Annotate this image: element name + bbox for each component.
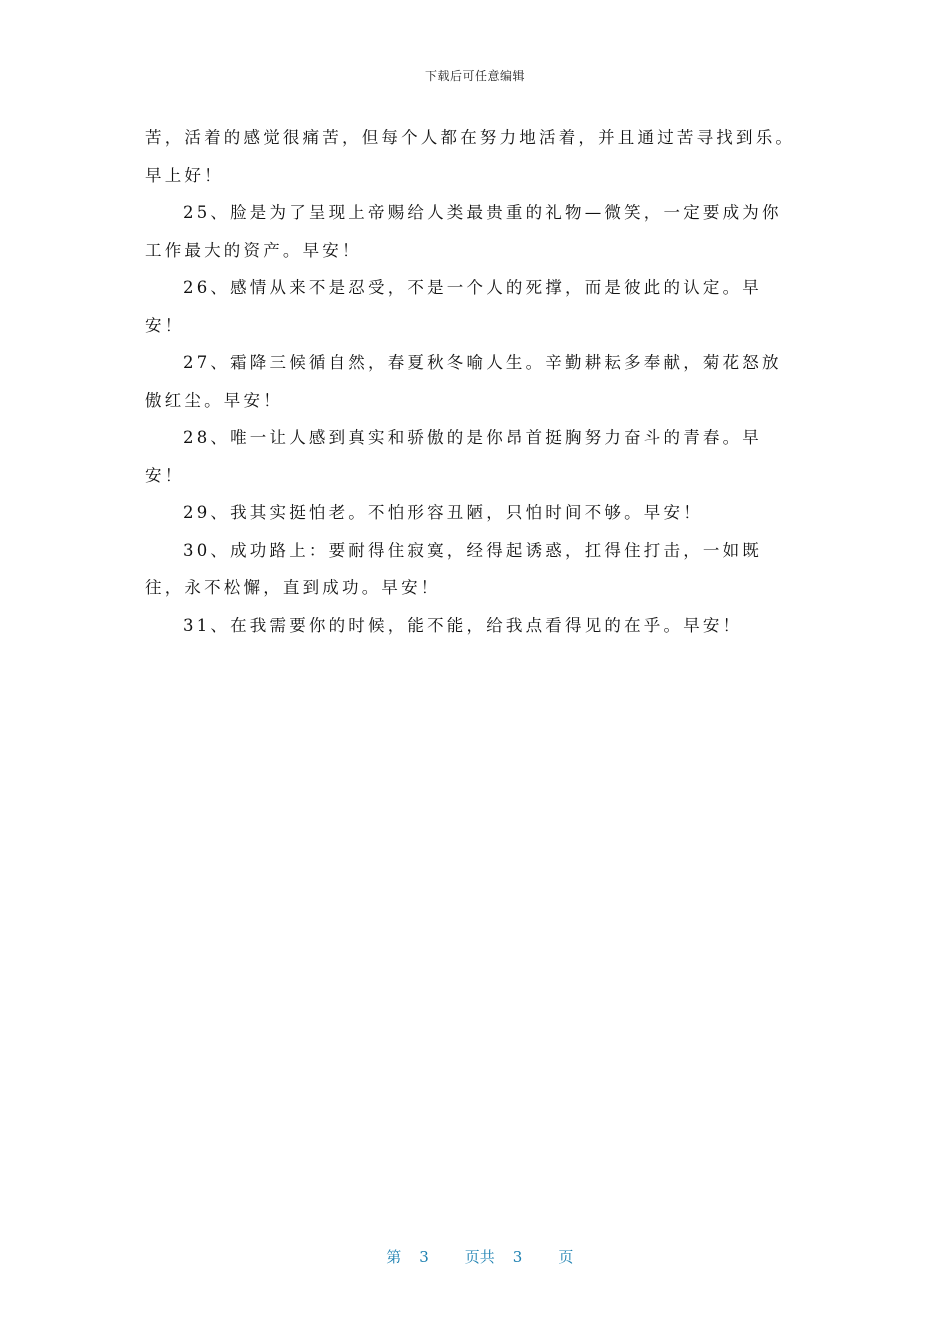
paragraph: 30、成功路上：要耐得住寂寞，经得起诱惑，扛得住打击，一如既往，永不松懈，直到成功。早安！ (145, 540, 762, 597)
paragraph: 29、我其实挺怕老。不怕形容丑陋，只怕时间不够。早安！ (183, 503, 703, 522)
document-body (145, 119, 800, 644)
paragraph: 26、感情从来不是忍受，不是一个人的死撑，而是彼此的认定。早安！ (145, 278, 762, 335)
footer-label-page-end: 页 (558, 1248, 574, 1266)
paragraph: 苦，活着的感觉很痛苦，但每个人都在努力地活着，并且通过苦寻找到乐。早上好！ (145, 128, 796, 185)
paragraph: 31、在我需要你的时候，能不能，给我点看得见的在乎。早安！ (183, 615, 743, 635)
page-footer (0, 1228, 950, 1267)
footer-label-of: 页共 (464, 1248, 495, 1266)
page-header: 下载后可任意编辑 (424, 69, 525, 83)
footer-label-page: 第 (386, 1248, 402, 1266)
paragraph: 27、霜降三候循自然，春夏秋冬喻人生。辛勤耕耘多奉献，菊花怒放傲红尘。早安！ (145, 353, 782, 410)
paragraph: 25、脸是为了呈现上帝赐给人类最贵重的礼物—微笑，一定要成为你工作最大的资产。早安！ (145, 203, 782, 260)
footer-total-pages: 3 (512, 1248, 523, 1266)
paragraph: 28、唯一让人感到真实和骄傲的是你昂首挺胸努力奋斗的青春。早安！ (145, 428, 762, 485)
footer-current-page: 3 (419, 1248, 429, 1266)
